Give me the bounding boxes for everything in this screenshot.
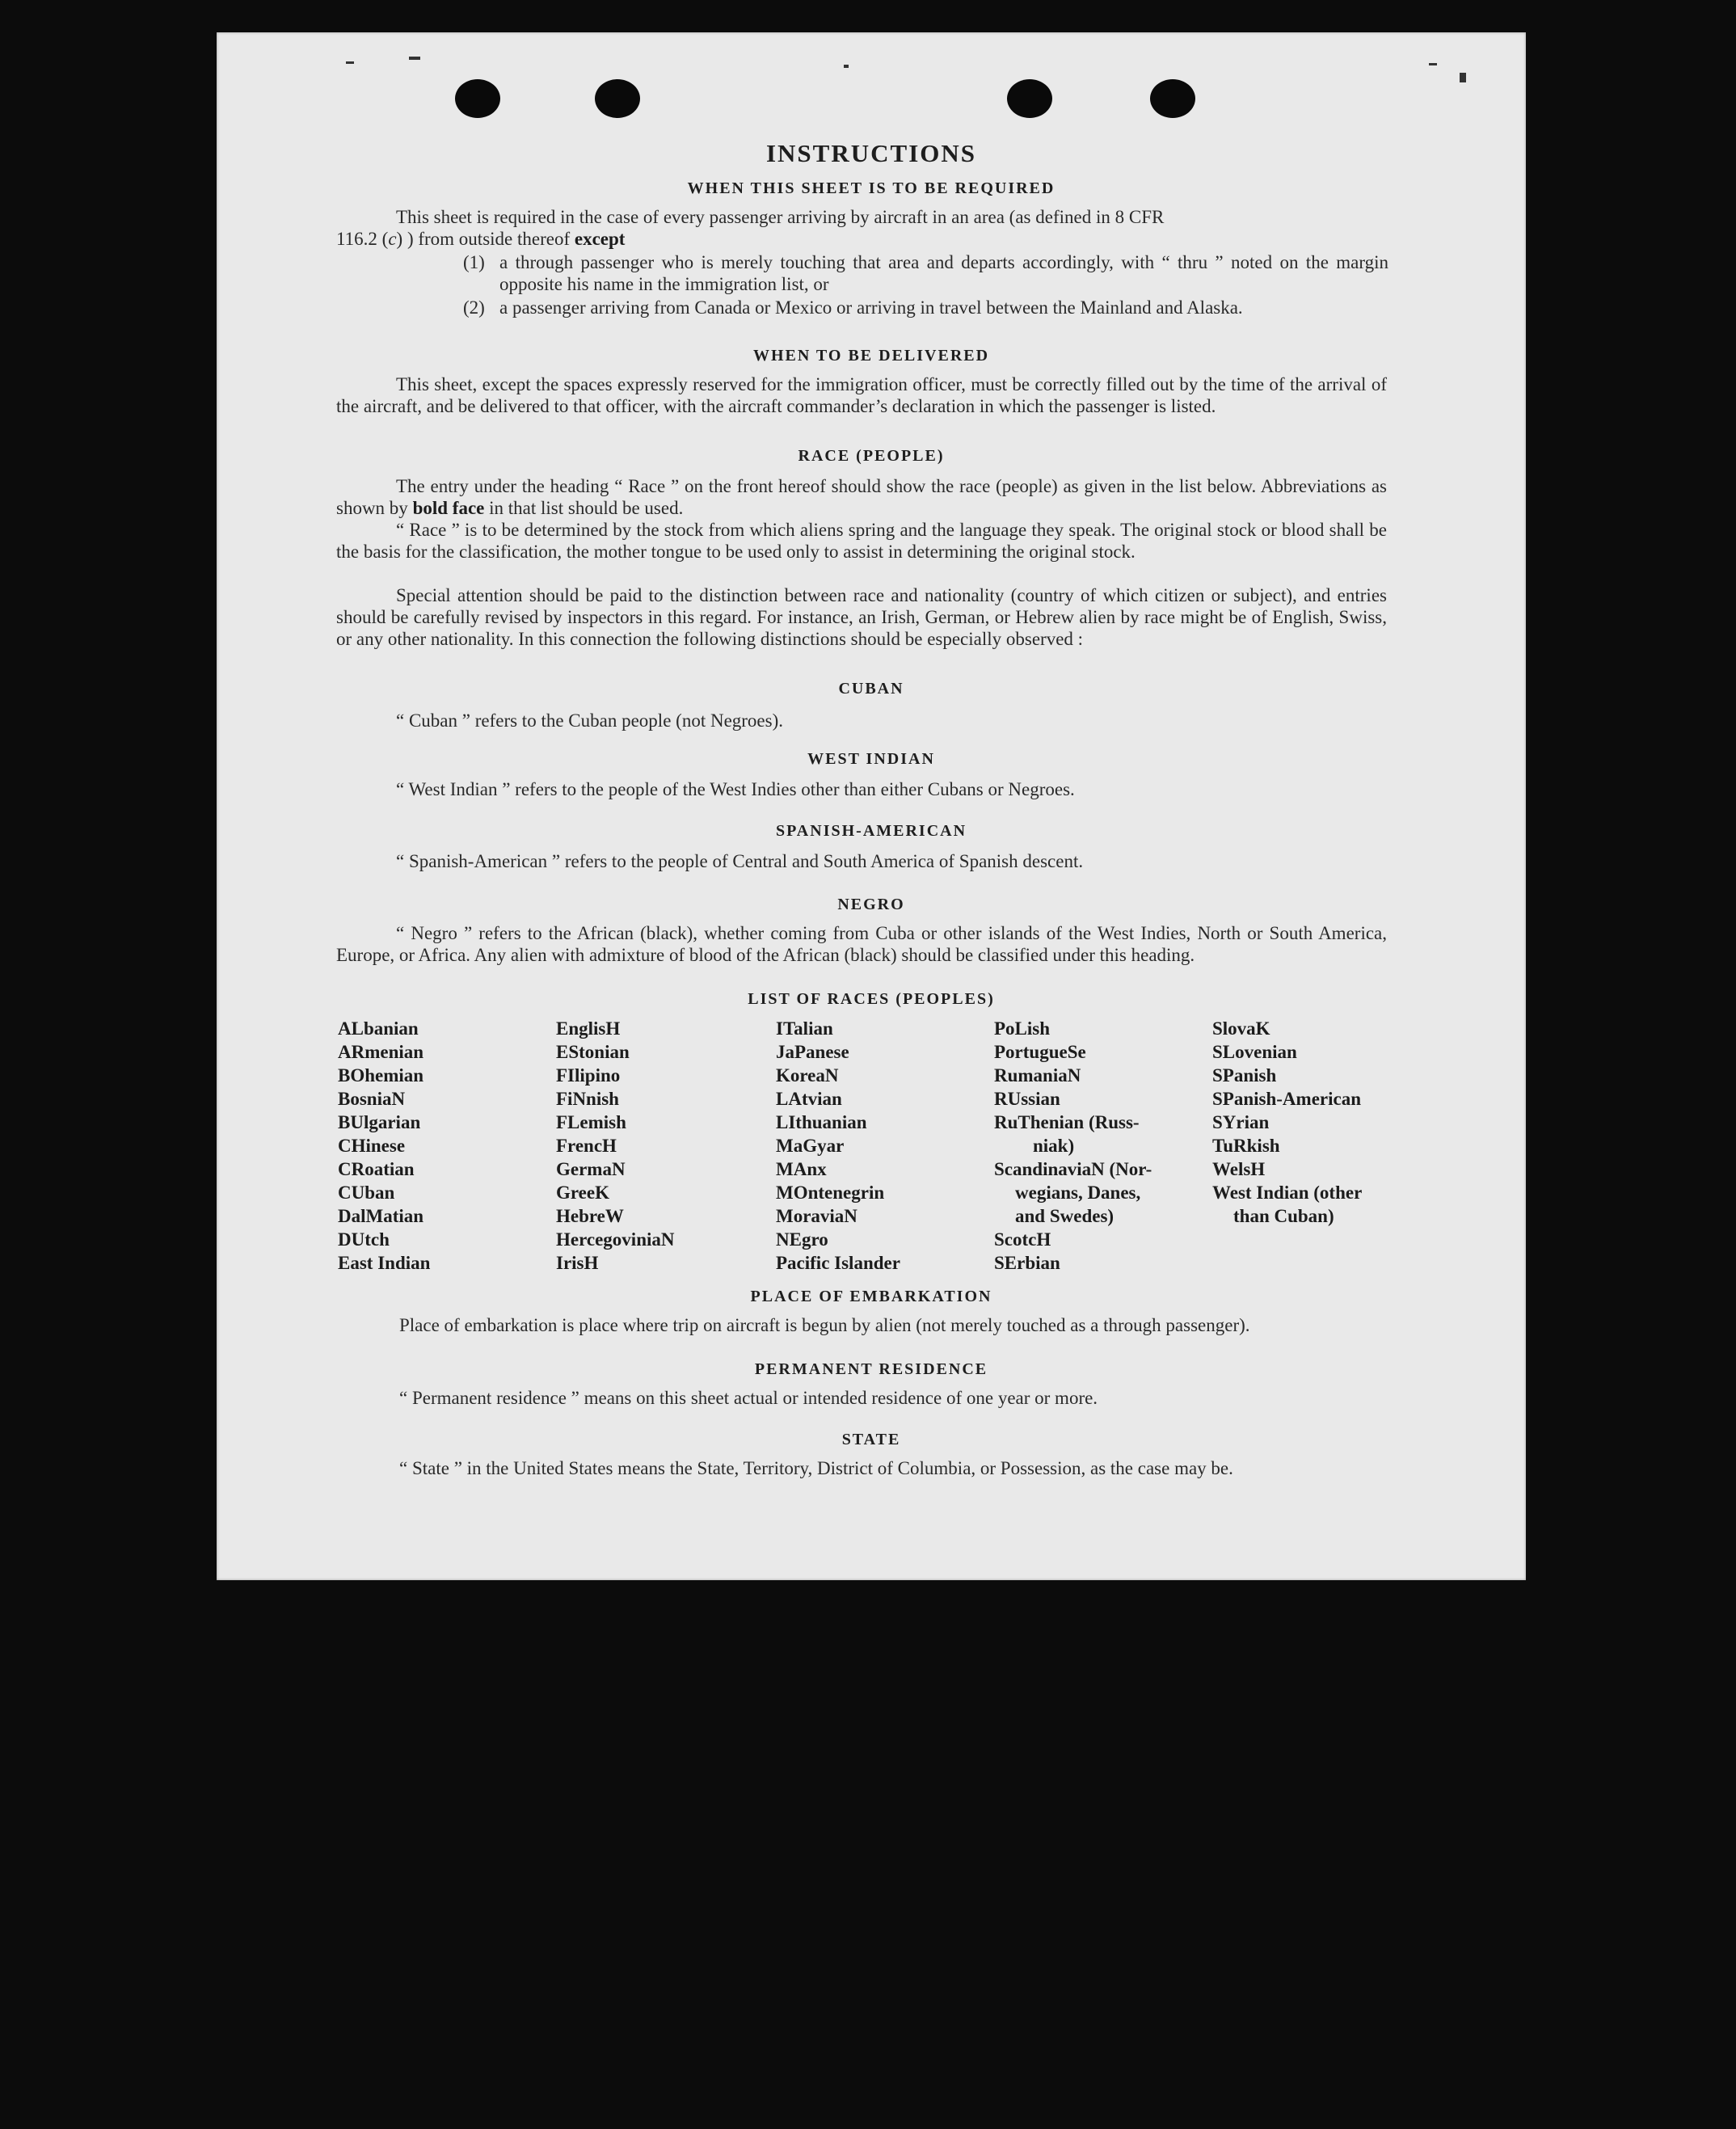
race-entry: LAtvian	[776, 1089, 842, 1109]
race-entry: IrisH	[556, 1253, 599, 1273]
section-heading: LIST OF RACES (PEOPLES)	[748, 990, 995, 1008]
race-entry: MoraviaN	[776, 1206, 857, 1226]
race-entry: wegians, Danes,	[1015, 1183, 1141, 1203]
race-entry: than Cuban)	[1233, 1206, 1334, 1226]
section-text: “ Permanent residence ” means on this sheet actual or intended residence of one year or more.	[399, 1388, 1098, 1408]
race-entry: SLovenian	[1212, 1042, 1297, 1062]
race-entry: East Indian	[338, 1253, 431, 1273]
scan-speck	[1460, 73, 1466, 82]
race-entry: RUssian	[994, 1089, 1060, 1109]
race-entry: Pacific Islander	[776, 1253, 900, 1273]
races-column-3	[776, 1017, 900, 1275]
page-title: INSTRUCTIONS	[765, 139, 976, 167]
instruction-sheet	[217, 32, 1526, 1580]
race-entry: RuThenian (Russ-	[994, 1112, 1140, 1132]
race-entry: EnglisH	[556, 1018, 621, 1039]
scan-speck	[1429, 63, 1437, 65]
race-entry: HercegoviniaN	[556, 1229, 675, 1250]
scan-speck	[346, 61, 354, 64]
race-entry: JaPanese	[776, 1042, 849, 1062]
race-entry: FrencH	[556, 1136, 617, 1156]
section-text: Place of embarkation is place where trip on aircraft is begun by alien (not merely touched as a through passenger).	[399, 1315, 1250, 1335]
punch-hole	[1007, 79, 1052, 118]
section-text: “ Cuban ” refers to the Cuban people (not Negroes).	[396, 710, 784, 731]
bold-text: except	[574, 229, 626, 249]
race-entry: FLemish	[556, 1112, 626, 1132]
race-entry: West Indian (other	[1212, 1183, 1363, 1203]
race-entry: RumaniaN	[994, 1065, 1081, 1086]
races-column-1	[338, 1017, 430, 1275]
text-span: The entry under the heading “ Race ” on the front hereof should show the race (people) as given in the list below. Abbreviations as shown by	[336, 476, 1387, 518]
section-heading: NEGRO	[837, 896, 905, 913]
race-entry: ScandinaviaN (Nor-	[994, 1159, 1152, 1179]
races-column-2	[556, 1017, 675, 1275]
section-text: “ West Indian ” refers to the people of the West Indies other than either Cubans or Negroes.	[396, 779, 1075, 799]
race-entry: PoLish	[994, 1018, 1051, 1039]
section-text: “ State ” in the United States means the State, Territory, District of Columbia, or Possession, as the case may be.	[399, 1458, 1233, 1478]
race-entry: SPanish	[1212, 1065, 1277, 1086]
race-entry: BOhemian	[338, 1065, 424, 1086]
section-text	[336, 206, 1387, 250]
race-entry: SlovaK	[1212, 1018, 1270, 1039]
punch-hole	[455, 79, 500, 118]
race-entry: HebreW	[556, 1206, 624, 1226]
race-entry: MAnx	[776, 1159, 827, 1179]
list-number: (2)	[463, 297, 485, 318]
race-entry: SPanish-American	[1212, 1089, 1361, 1109]
race-entry: ARmenian	[338, 1042, 424, 1062]
race-entry: ALbanian	[338, 1018, 419, 1039]
race-entry: SYrian	[1212, 1112, 1270, 1132]
section-heading: CUBAN	[838, 680, 904, 698]
text-line	[336, 228, 1387, 250]
race-entry: DUtch	[338, 1229, 390, 1250]
race-entry: CUban	[338, 1183, 395, 1203]
race-entry: ITalian	[776, 1018, 833, 1039]
list-item: a passenger arriving from Canada or Mexico or arriving in travel between the Mainland and Alaska.	[499, 297, 1243, 318]
race-entry: MOntenegrin	[776, 1183, 885, 1203]
race-entry: ScotcH	[994, 1229, 1051, 1250]
section-heading: WHEN THIS SHEET IS TO BE REQUIRED	[687, 179, 1056, 197]
section-text: “ Race ” is to be determined by the stock from which aliens spring and the language they speak. The original stock or blood shall be the basis for the classification, the mother tongue to be used only to assist in determining the original stock.	[336, 520, 1387, 562]
race-entry: NEgro	[776, 1229, 828, 1250]
section-heading: RACE (PEOPLE)	[798, 447, 945, 465]
race-entry: KoreaN	[776, 1065, 839, 1086]
race-entry: DalMatian	[338, 1206, 424, 1226]
race-entry: WelsH	[1212, 1159, 1266, 1179]
section-heading: PLACE OF EMBARKATION	[750, 1288, 992, 1305]
list-number: (1)	[463, 252, 485, 272]
race-entry: BUlgarian	[338, 1112, 421, 1132]
text-span: in that list should be used.	[489, 498, 684, 518]
section-text: “ Spanish-American ” refers to the people of Central and South America of Spanish descent.	[396, 851, 1084, 871]
race-entry: SErbian	[994, 1253, 1060, 1273]
race-entry: MaGyar	[776, 1136, 845, 1156]
text-span: c	[388, 229, 397, 249]
section-heading: SPANISH-AMERICAN	[775, 822, 967, 840]
races-column-5	[1212, 1017, 1362, 1228]
section-text: This sheet, except the spaces expressly reserved for the immigration officer, must be correctly filled out by the time of the arrival of the aircraft, and be delivered to that officer, with the aircraft commander’s declaration in which the passenger is listed.	[336, 374, 1387, 416]
section-text	[336, 475, 1387, 519]
section-text: “ Negro ” refers to the African (black), whether coming from Cuba or other islands of the West Indies, North or South America, Europe, or Africa. Any alien with admixture of blood of the African (black) should be classified under this heading.	[336, 923, 1387, 965]
text-line: This sheet is required in the case of every passenger arriving by aircraft in an area (as defined in 8 CFR	[396, 207, 1165, 227]
scan-speck	[409, 57, 420, 60]
race-entry: GermaN	[556, 1159, 626, 1179]
race-entry: BosniaN	[338, 1089, 406, 1109]
punch-hole	[595, 79, 640, 118]
race-entry: FIlipino	[556, 1065, 621, 1086]
section-heading: WEST INDIAN	[807, 750, 935, 768]
section-heading: PERMANENT RESIDENCE	[754, 1360, 988, 1378]
punch-hole	[1150, 79, 1195, 118]
bold-text: bold face	[412, 498, 485, 518]
text-span: ) ) from outside thereof	[396, 229, 571, 249]
race-entry: EStonian	[556, 1042, 630, 1062]
text-span: 116.2 (	[336, 229, 389, 249]
race-entry: niak)	[1033, 1136, 1075, 1156]
list-item: a through passenger who is merely touching that area and departs accordingly, with “ thru ” noted on the margin opposite his name in the immigration list, or	[499, 252, 1388, 294]
section-heading: STATE	[841, 1431, 901, 1448]
race-entry: CHinese	[338, 1136, 406, 1156]
scan-speck	[844, 65, 849, 68]
race-entry: TuRkish	[1212, 1136, 1280, 1156]
races-column-4	[994, 1017, 1152, 1275]
race-entry: and Swedes)	[1015, 1206, 1114, 1226]
race-entry: FiNnish	[556, 1089, 619, 1109]
race-entry: LIthuanian	[776, 1112, 867, 1132]
race-entry: PortugueSe	[994, 1042, 1086, 1062]
section-heading: WHEN TO BE DELIVERED	[752, 347, 990, 365]
race-entry: GreeK	[556, 1183, 609, 1203]
race-entry: CRoatian	[338, 1159, 415, 1179]
section-text: Special attention should be paid to the distinction between race and nationality (country of which citizen or subject), and entries should be carefully revised by inspectors in this regard. For instance, an Irish, German, or Hebrew alien by race might be of English, Swiss, or any other nationality. In this connection the following distinctions should be especially observed :	[336, 585, 1387, 649]
